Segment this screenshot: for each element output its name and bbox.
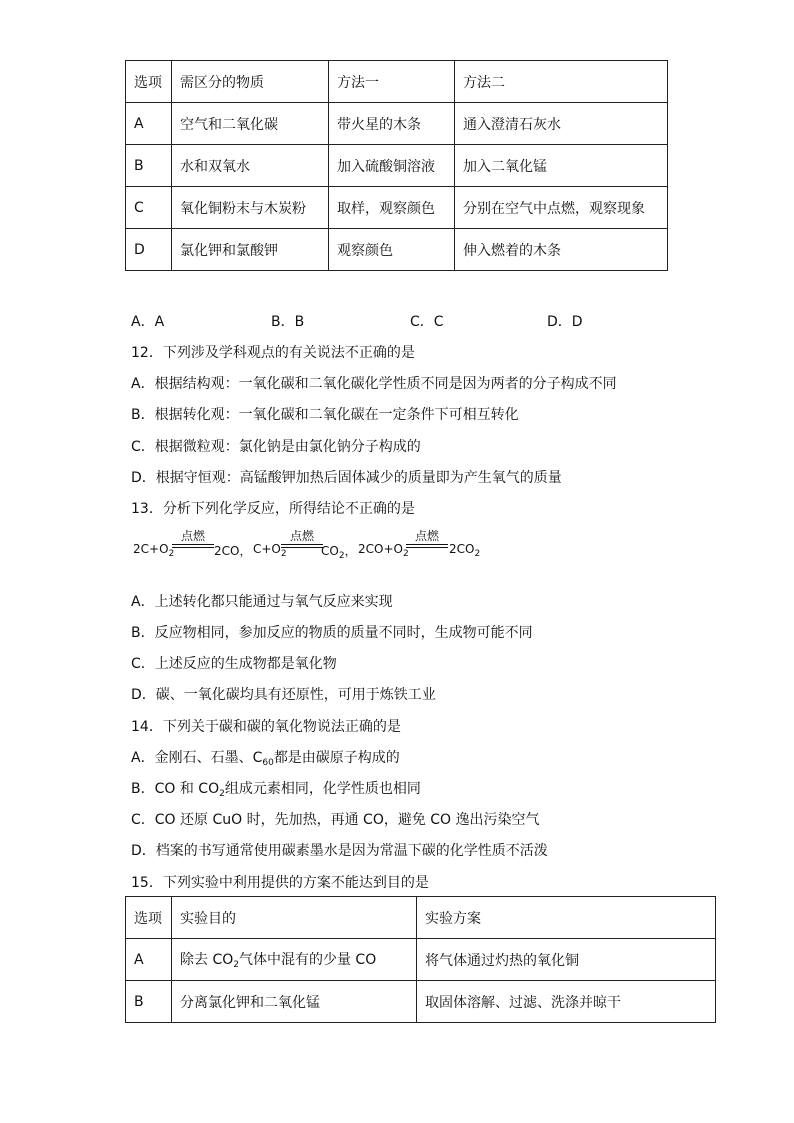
table-row [126, 939, 716, 981]
equation-1-products: 2CO， [214, 544, 252, 558]
reaction-condition: 点燃 [172, 530, 214, 548]
equation-2-products: $CO_2$， [321, 544, 357, 561]
table-row [126, 145, 668, 187]
table-cell: 氯化钾和氯酸钾 [172, 229, 329, 271]
equals-sign [172, 544, 214, 548]
q13-stem: 13．分析下列化学反应，所得结论不正确的是 [131, 501, 415, 517]
q13-option-b: B．反应物相同，参加反应的物质的质量不同时，生成物可能不同 [131, 625, 533, 641]
table-header-cell: 方法二 [455, 61, 668, 103]
q11-table [125, 60, 668, 271]
table-cell: 加入二氧化锰 [455, 145, 668, 187]
table-header-cell: 实验目的 [172, 897, 417, 939]
equation-1-reactants: $2C+O_2$ [133, 542, 175, 559]
reaction-condition: 点燃 [406, 530, 448, 548]
q12-stem: 12．下列涉及学科观点的有关说法不正确的是 [131, 345, 415, 361]
q15-table [125, 896, 716, 1023]
table-header-cell: 需区分的物质 [172, 61, 329, 103]
q13-equations [131, 530, 531, 564]
table-cell: B [126, 145, 172, 187]
table-cell: C [126, 187, 172, 229]
table-header-cell: 实验方案 [417, 897, 716, 939]
q14-stem: 14．下列关于碳和碳的氧化物说法正确的是 [131, 719, 401, 735]
equals-sign [406, 544, 448, 548]
equals-sign [281, 544, 323, 548]
q12-option-d: D．根据守恒观：高锰酸钾加热后固体减少的质量即为产生氧气的质量 [131, 470, 562, 486]
option-b: B．B [271, 314, 305, 330]
q15-stem: 15．下列实验中利用提供的方案不能达到目的是 [131, 875, 429, 891]
option-d: D．D [547, 314, 583, 330]
table-cell: A [126, 103, 172, 145]
table-cell: A [126, 939, 172, 981]
table-cell: 观察颜色 [329, 229, 455, 271]
q13-option-c: C．上述反应的生成物都是氧化物 [131, 656, 337, 672]
table-row [126, 981, 716, 1023]
q12-option-a: A．根据结构观：一氧化碳和二氧化碳化学性质不同是因为两者的分子构成不同 [131, 376, 617, 392]
table-row [126, 187, 668, 229]
q14-option-a: A．金刚石、石墨、$C_{60}$都是由碳原子构成的 [131, 750, 400, 768]
table-header-cell: 选项 [126, 897, 172, 939]
table-cell: 氧化铜粉末与木炭粉 [172, 187, 329, 229]
table-header-row [126, 897, 716, 939]
option-c: C．C [410, 314, 444, 330]
table-cell: 带火星的木条 [329, 103, 455, 145]
q13-option-a: A．上述转化都只能通过与氧气反应来实现 [131, 594, 393, 610]
q14-option-d: D．档案的书写通常使用碳素墨水是因为常温下碳的化学性质不活泼 [131, 843, 548, 859]
table-cell: 加入硫酸铜溶液 [329, 145, 455, 187]
table-cell: 通入澄清石灰水 [455, 103, 668, 145]
table-row [126, 103, 668, 145]
option-a: A．A [131, 314, 165, 330]
table-cell: D [126, 229, 172, 271]
table-cell: B [126, 981, 172, 1023]
table-header-cell: 选项 [126, 61, 172, 103]
equation-3-reactants: $2CO+O_2$ [358, 542, 409, 559]
table-cell: 分离氯化钾和二氧化锰 [172, 981, 417, 1023]
q12-option-c: C．根据微粒观：氯化钠是由氯化钠分子构成的 [131, 439, 421, 455]
equation-3-products: $2CO_2$ [449, 542, 481, 559]
table-header-row [126, 61, 668, 103]
reaction-condition: 点燃 [281, 530, 323, 548]
table-cell: 取样，观察颜色 [329, 187, 455, 229]
table-cell: 除去 $CO_2$气体中混有的少量 CO [172, 939, 417, 981]
equation-2-reactants: $C+O_2$ [253, 542, 287, 559]
q14-option-c: C．CO 还原 CuO 时，先加热，再通 CO，避免 CO 逸出污染空气 [131, 812, 540, 828]
q11-options [131, 311, 611, 331]
table-row [126, 229, 668, 271]
q13-option-d: D．碳、一氧化碳均具有还原性，可用于炼铁工业 [131, 687, 436, 703]
q12-option-b: B．根据转化观：一氧化碳和二氧化碳在一定条件下可相互转化 [131, 407, 519, 423]
table-header-cell: 方法一 [329, 61, 455, 103]
table-cell: 水和双氧水 [172, 145, 329, 187]
table-cell: 伸入燃着的木条 [455, 229, 668, 271]
table-cell: 分别在空气中点燃，观察现象 [455, 187, 668, 229]
table-cell: 将气体通过灼热的氧化铜 [417, 939, 716, 981]
q14-option-b: B．CO 和 $CO_2$组成元素相同，化学性质也相同 [131, 781, 421, 799]
table-cell: 取固体溶解、过滤、洗涤并晾干 [417, 981, 716, 1023]
table-cell: 空气和二氧化碳 [172, 103, 329, 145]
